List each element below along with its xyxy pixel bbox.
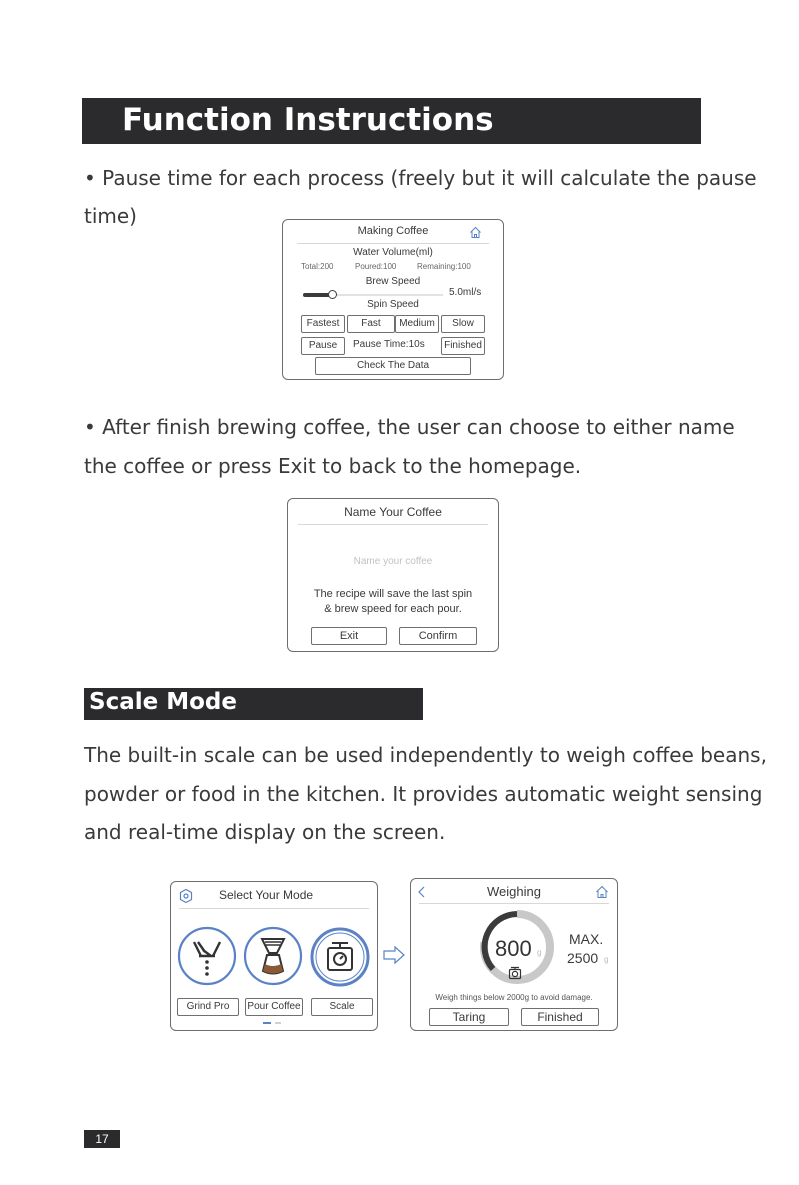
name-coffee-screen [287, 498, 499, 652]
mode-grind-pro[interactable]: Grind Pro [177, 998, 239, 1016]
screen-title: Name Your Coffee [344, 505, 442, 519]
recipe-note-line2: & brew speed for each pour. [324, 603, 462, 615]
pause-paragraph-line2: time) [84, 204, 137, 228]
pause-button[interactable]: Pause [301, 337, 345, 355]
finish-paragraph-line1: • After finish brewing coffee, the user can choose to either name [84, 415, 735, 439]
brew-speed-slider[interactable] [303, 292, 443, 298]
spin-fastest-button[interactable]: Fastest [301, 315, 345, 333]
scale-paragraph-line2: powder or food in the kitchen. It provides automatic weight sensing [84, 782, 763, 806]
page-indicator-active [263, 1022, 271, 1024]
check-data-button[interactable]: Check The Data [315, 357, 471, 375]
recipe-note-line1: The recipe will save the last spin [313, 588, 473, 600]
scale-paragraph-line1: The built-in scale can be used independently to weigh coffee beans, [84, 743, 767, 767]
weighing-screen [410, 878, 618, 1031]
slider-fill [303, 293, 331, 297]
page-number: 17 [84, 1130, 120, 1148]
select-mode-screen [170, 881, 378, 1031]
spin-slow-button[interactable]: Slow [441, 315, 485, 333]
spin-fast-button[interactable]: Fast [347, 315, 395, 333]
scale-mode-banner [84, 688, 423, 720]
brew-speed-label: Brew Speed [365, 276, 421, 287]
slider-knob[interactable] [328, 290, 337, 299]
function-instructions-banner [82, 98, 701, 144]
screen-title: Weighing [487, 884, 541, 899]
home-icon[interactable] [595, 885, 609, 899]
weight-value: 800 [495, 936, 532, 961]
arrow-right-icon [382, 945, 406, 965]
settings-icon[interactable] [178, 888, 194, 904]
pour-coffee-mode-icon[interactable] [243, 926, 303, 986]
finished-button[interactable]: Finished [441, 337, 485, 355]
pause-paragraph-line1: • Pause time for each process (freely but it will calculate the pause [84, 166, 757, 190]
max-value: 2500 [567, 950, 599, 966]
total-value: Total:200 [301, 262, 334, 271]
title-divider [298, 524, 488, 525]
section-title-scale: Scale Mode [89, 689, 237, 715]
remaining-value: Remaining:100 [417, 262, 471, 271]
grind-pro-mode-icon[interactable] [177, 926, 237, 986]
title-divider [419, 903, 609, 904]
scale-mode-icon[interactable] [309, 926, 371, 988]
weight-unit: g [537, 948, 542, 957]
scale-paragraph-line3: and real-time display on the screen. [84, 820, 446, 844]
finished-button[interactable]: Finished [521, 1008, 599, 1026]
max-unit: g [604, 955, 609, 964]
screen-title: Select Your Mode [219, 888, 314, 902]
mode-pour-coffee[interactable]: Pour Coffee [245, 998, 303, 1016]
title-divider [297, 243, 489, 244]
water-volume-label: Water Volume(ml) [353, 247, 433, 258]
finish-paragraph-line2: the coffee or press Exit to back to the homepage. [84, 454, 582, 478]
title-divider [179, 908, 369, 909]
scale-icon [508, 966, 522, 980]
spin-speed-label: Spin Speed [367, 299, 419, 310]
pause-time-value: Pause Time:10s [353, 339, 425, 350]
max-label: MAX. [569, 931, 604, 947]
taring-button[interactable]: Taring [429, 1008, 509, 1026]
mode-scale[interactable]: Scale [311, 998, 373, 1016]
exit-button[interactable]: Exit [311, 627, 387, 645]
making-coffee-screen [282, 219, 504, 380]
brew-speed-value: 5.0ml/s [449, 287, 482, 298]
screen-title: Making Coffee [357, 225, 429, 237]
section-title-function: Function Instructions [122, 102, 494, 138]
weight-warning: Weigh things below 2000g to avoid damage. [435, 993, 593, 1002]
poured-value: Poured:100 [355, 262, 397, 271]
page-indicator-dot [275, 1022, 281, 1024]
coffee-name-input[interactable]: Name your coffee [353, 556, 433, 567]
spin-medium-button[interactable]: Medium [395, 315, 439, 333]
confirm-button[interactable]: Confirm [399, 627, 477, 645]
home-icon[interactable] [469, 226, 482, 239]
